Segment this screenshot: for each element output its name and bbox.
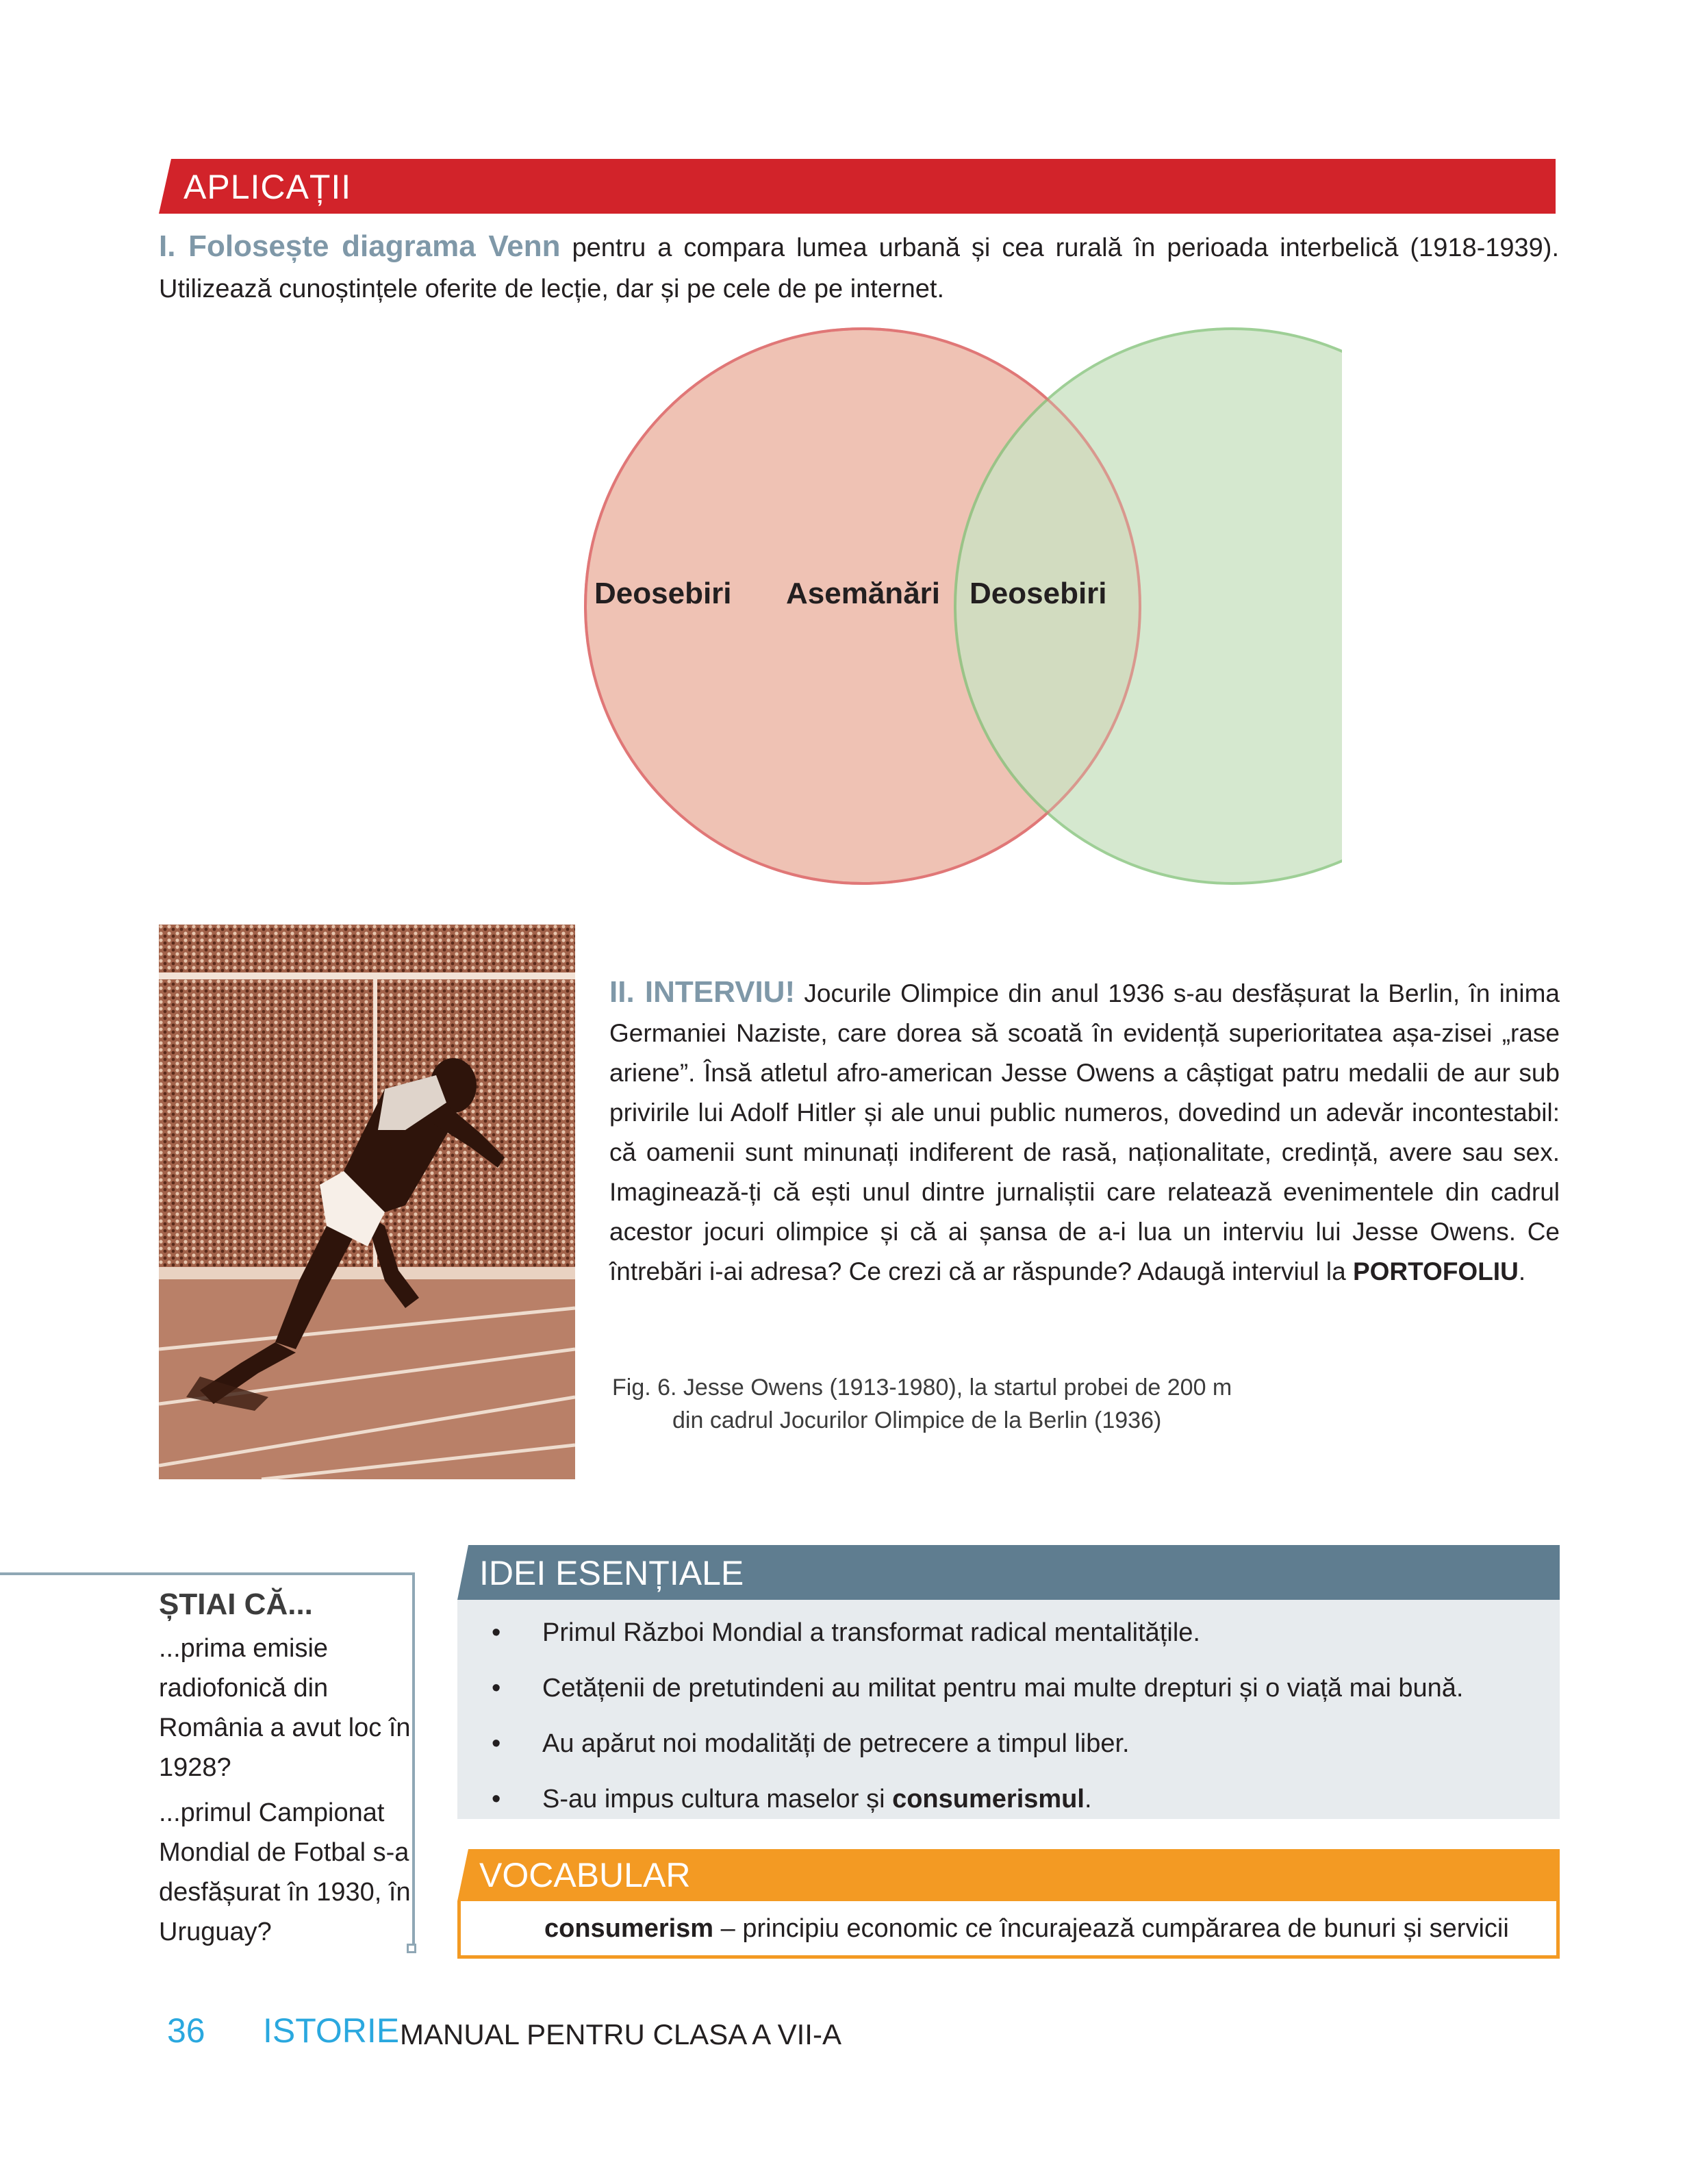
vocabular-definition <box>544 1909 1509 1948</box>
exercise-1-text <box>159 226 1559 310</box>
consumerismul-bold: consumerismul <box>892 1785 1085 1813</box>
venn-right-label: Deosebiri <box>970 577 1107 610</box>
vocabular-term: consumerism <box>544 1914 714 1943</box>
bullet-icon: • <box>492 1785 501 1813</box>
list-item <box>487 1772 1542 1827</box>
exercise-2-highlight: II. INTERVIU! <box>609 975 796 1009</box>
idei-item-text: S-au impus cultura maselor și <box>542 1785 893 1813</box>
bullet-icon: • <box>492 1674 501 1703</box>
list-item <box>487 1716 1542 1772</box>
photo-illustration <box>159 925 575 1479</box>
idei-item-end: . <box>1084 1785 1092 1813</box>
caption-line-1: Fig. 6. Jesse Owens (1913-1980), la startul probei de 200 m <box>612 1375 1232 1401</box>
list-item <box>487 1661 1542 1716</box>
idei-list <box>487 1605 1542 1827</box>
portofoliu-bold: PORTOFOLIU <box>1352 1257 1519 1285</box>
venn-center-label: Asemănări <box>786 577 941 610</box>
exercise-1-highlight: I. Folosește diagrama Venn <box>159 229 561 263</box>
stiai-corner-marker <box>407 1944 416 1953</box>
idei-item-text: Cetățenii de pretutindeni au militat pentru mai multe drepturi și o viață mai bună. <box>542 1674 1464 1703</box>
figure-caption <box>612 1371 1297 1437</box>
stiai-content <box>159 1629 419 1952</box>
footer-book-title: MANUAL PENTRU CLASA A VII-A <box>400 2018 841 2050</box>
stiai-title: ȘTIAI CĂ... <box>159 1587 313 1621</box>
exercise-2-text <box>609 972 1560 1292</box>
venn-left-label: Deosebiri <box>594 577 732 610</box>
caption-line-2: din cadrul Jocurilor Olimpice de la Berlin (1936) <box>672 1407 1162 1433</box>
footer-subject: ISTORIE <box>263 2011 400 2050</box>
idei-item-text: Au apărut noi modalități de petrecere a timpul liber. <box>542 1729 1130 1758</box>
exercise-1-body: pentru a compara lumea urbană și cea rurală în perioada interbelică (1918-1939). Utilizează cunoștințele oferite de lecție, dar și pe cele de pe internet. <box>159 234 1559 303</box>
bullet-icon: • <box>492 1729 501 1758</box>
vocabular-def-text: – principiu economic ce încurajează cumpărarea de bunuri și servicii <box>713 1914 1509 1943</box>
bullet-icon: • <box>492 1618 501 1647</box>
jesse-owens-photo <box>159 925 575 1479</box>
exercise-2-body: Jocurile Olimpice din anul 1936 s-au desfășurat la Berlin, în inima Germaniei Naziste, care dorea să scoată în evidență superioritatea așa-zisei „rase ariene”. Însă atletul afro-american Jesse Owens a câștigat patru medalii de aur sub privirile lui Adolf Hitler și ale unui public numeros, dovedind un adevăr incontestabil: că oamenii sunt minunați indiferent de rasă, naționalitate, credință, avere sau sex. Imaginează-ți că ești unul dintre jurnaliștii care relatează evenimentele din cadrul acestor jocuri olimpice și că ai șansa de a-i lua un interviu lui Jesse Owens. Ce întrebări i-ai adresa? Ce crezi că ar răspunde? Adaugă interviul la <box>609 979 1560 1285</box>
exercise-2-end: . <box>1518 1257 1526 1285</box>
stiai-item-2: ...primul Campionat Mondial de Fotbal s-a desfășurat în 1930, în Uruguay? <box>159 1798 411 1946</box>
list-item <box>487 1605 1542 1661</box>
page-number: 36 <box>167 2011 205 2050</box>
stiai-item-1: ...prima emisie radiofonică din România a avut loc în 1928? <box>159 1634 411 1782</box>
idei-esentiale-title: IDEI ESENȚIALE <box>479 1554 744 1592</box>
vocabular-title: VOCABULAR <box>479 1856 691 1894</box>
aplicatii-header-bar <box>159 159 1556 214</box>
idei-item-text: Primul Război Mondial a transformat radical mentalitățile. <box>542 1618 1200 1647</box>
aplicatii-title: APLICAȚII <box>183 168 352 206</box>
